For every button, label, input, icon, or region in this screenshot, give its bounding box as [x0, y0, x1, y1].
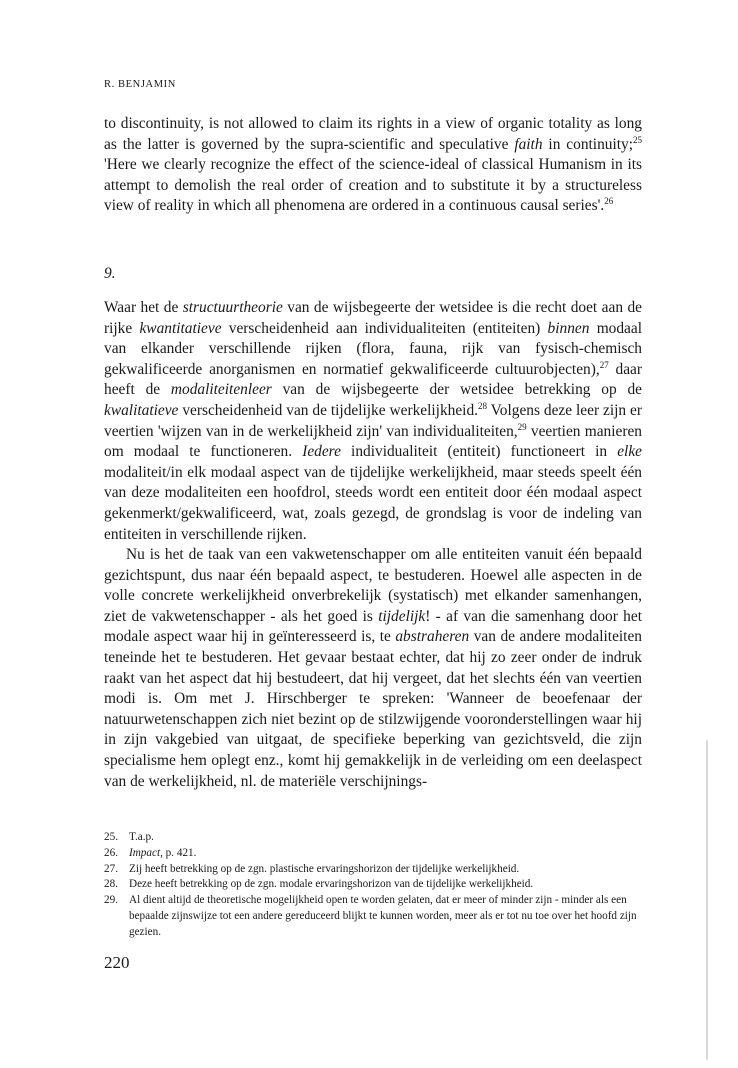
footnote-29: [104, 893, 644, 940]
emphasis: structuurtheorie: [182, 299, 283, 316]
footnote-25: [104, 830, 644, 846]
text-run: 'Here we clearly recognize the effect of the science-ideal of classical Humanism in its attempt to demolish the real order of creation and to substitute it by a structureless view of reality in which all phenomena are ordered in a continuous causal series'.: [104, 156, 642, 215]
footnote-number: 25.: [104, 831, 118, 843]
text-run: verscheidenheid van de tijdelijke werkelijkheid.: [178, 401, 478, 419]
footnote-text: Al dient altijd de theoretische mogelijkheid open te worden gelaten, dat er meer of minder zijn - minder als een bepaalde zijnswijze tot een andere gereduceerd blijkt te kunnen worden, meer als er tot nu toe over het hoofd zijn gezien.: [129, 894, 637, 938]
paragraph-structuurtheorie: [104, 298, 642, 545]
text-run: daar heeft de: [104, 360, 642, 399]
text-run: veertien manieren om modaal te functioneren.: [104, 422, 642, 461]
text-run: van de wijsbegeerte der wetsidee betrekking op de: [271, 381, 642, 399]
footnote-text-run: , p. 421.: [160, 846, 197, 859]
text-run: Waar het de: [104, 299, 183, 316]
emphasis: tijdelijk: [378, 607, 426, 625]
emphasis: abstraheren: [395, 628, 470, 646]
footnote-text: T.a.p.: [129, 831, 154, 843]
footnote-28: [104, 877, 644, 893]
text-run: Volgens deze leer zijn er veertien 'wijzen van in de werkelijkheid zijn' van individualiteiten,: [104, 401, 642, 440]
footnote-text: [129, 846, 644, 862]
page-number: 220: [104, 953, 130, 972]
text-run: Nu is het de taak van een vakwetenschapper om alle entiteiten vanuit één bepaald gezichtspunt, dus naar één bepaald aspect, te bestuderen. Hoewel alle aspecten in de volle concrete werkelijkheid onverbrekelijk (systatisch) met elkander samenhangen, ziet de vakwetenschapper - als het goed is: [104, 546, 642, 625]
paragraph-continuation: [104, 114, 642, 217]
text-run: to discontinuity, is not allowed to claim its rights in a view of organic totality as long as the latter is governed by the supra-scientific and speculative: [104, 115, 642, 153]
text-run: verscheidenheid aan individualiteiten (entiteiten): [221, 319, 548, 337]
emphasis: Iedere: [302, 443, 341, 461]
paragraph-vakwetenschapper: [104, 545, 642, 792]
footnote-text: Deze heeft betrekking op de zgn. modale ervaringshorizon van de tijdelijke werkelijkheid.: [129, 878, 534, 891]
section-number: 9.: [104, 265, 116, 282]
footnote-ref-29[interactable]: 29: [517, 421, 527, 432]
text-run: individualiteit (entiteit) functioneert in: [340, 443, 618, 461]
text-run: modaal van elkander verschillende rijken (flora, fauna, rijk van fysisch-chemisch gekwalificeerde anorganismen en normatief gekwalificeerde cultuurobjecten),: [104, 319, 642, 378]
text-run: ! - af van die samenhang door het modale aspect waar hij in geïnteresseerd is, te: [104, 607, 642, 646]
running-head: R. BENJAMIN: [104, 79, 176, 90]
emphasis-faith: faith: [514, 135, 543, 153]
scan-edge-line: [706, 740, 708, 1060]
footnote-27: [104, 862, 644, 878]
footnote-ref-28[interactable]: 28: [477, 400, 487, 411]
emphasis: binnen: [547, 319, 590, 337]
footnote-text: Zij heeft betrekking op de zgn. plastische ervaringshorizon der tijdelijke werkelijkheid.: [129, 862, 520, 875]
footnote-number: 29.: [104, 894, 118, 907]
text-run: van de andere modaliteiten teneinde het te bestuderen. Het gevaar bestaat echter, dat hij zo zeer onder de indruk raakt van het aspect dat hij bestudeert, dat hij vergeet, dat het slechts één van veertien modi is. Om met J. Hirschberger te spreken: 'Wanneer de beoefenaar der natuurwetenschappen zich niet bezint op de stilzwijgende vooronderstellingen waar hij in zijn vakgebied van uitgaat, de specifieke beperking van gezichtsveld, die zijn specialisme hem oplegt enz., komt hij gemakkelijk in de verleiding om een deelaspect van de werkelijkheid, nl. de materiële verschijnings-: [104, 628, 642, 790]
emphasis: elke: [617, 443, 642, 461]
text-run: van de wijsbegeerte der wetsidee is die recht doet aan de rijke: [104, 299, 642, 337]
text-run: modaliteit/in elk modaal aspect van de tijdelijke werkelijkheid, maar steeds speelt één van deze modaliteiten een hoofdrol, steeds wordt een entiteit door één modaal aspect gekenmerkt/gekwalificeerd, wat, zoals gezegd, de grondslag is voor de indeling van entiteiten in verschillende rijken.: [104, 463, 642, 543]
emphasis: modaliteitenleer: [170, 381, 272, 399]
emphasis: kwalitatieve: [104, 401, 179, 419]
footnote-ref-26[interactable]: 26: [604, 196, 614, 207]
footnote-ref-27[interactable]: 27: [599, 359, 609, 370]
footnote-26: [104, 846, 644, 862]
footnote-ref-25[interactable]: 25: [633, 134, 642, 145]
footnote-italic: Impact: [129, 846, 161, 859]
footnote-number: 28.: [104, 878, 118, 891]
emphasis: kwantitatieve: [139, 319, 222, 337]
footnote-number: 27.: [104, 862, 118, 875]
footnote-number: 26.: [104, 846, 118, 859]
text-run: in continuity;: [542, 135, 633, 153]
footnotes: [104, 830, 644, 941]
